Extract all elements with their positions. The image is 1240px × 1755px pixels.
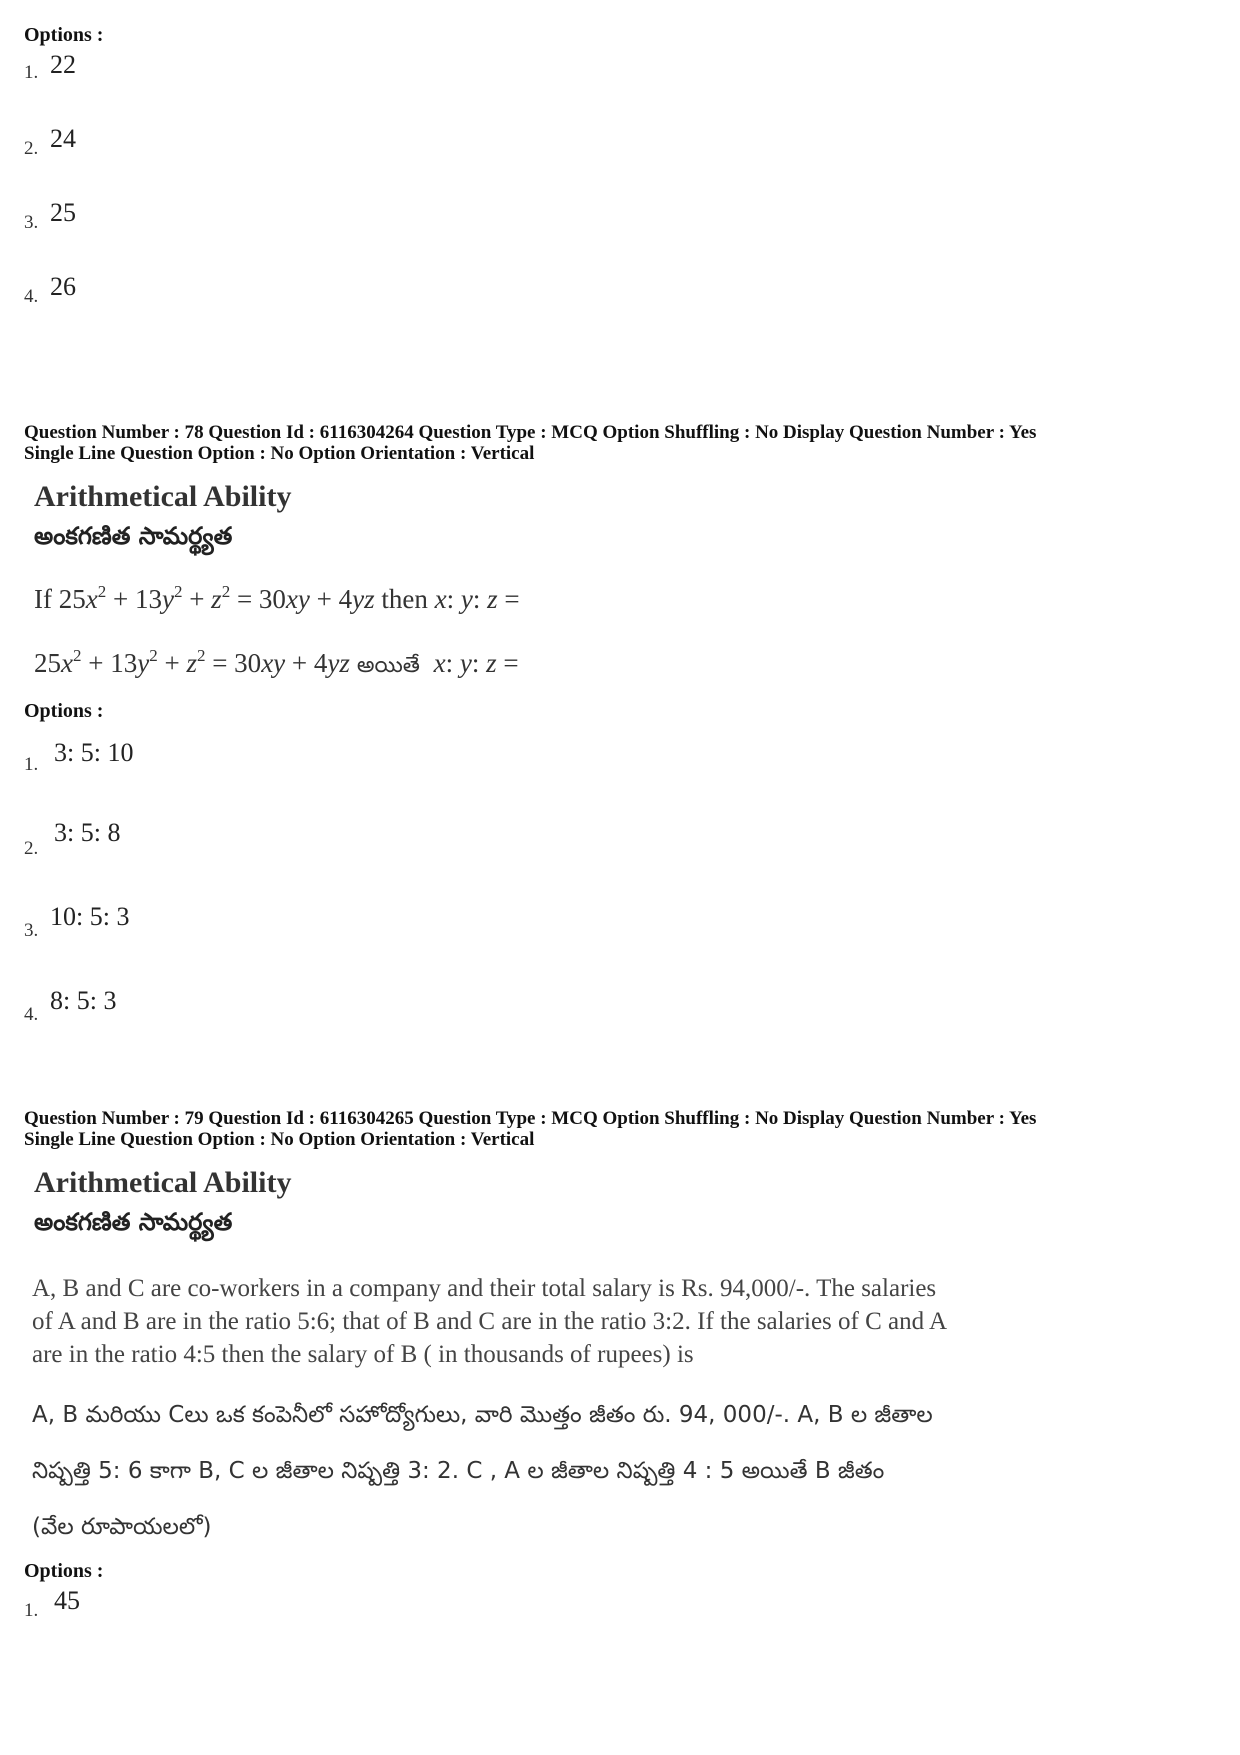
option-number: 4. [24, 1004, 39, 1025]
question-meta-line: Single Line Question Option : No Option Orientation : Vertical [24, 1129, 535, 1150]
options-label: Options : [24, 700, 104, 722]
question-equation-te: $25x^2 + 13y^2 + z^2 = 30xy + 4yz$ అయితే x: y: z = [34, 646, 519, 678]
option-value[interactable]: 8: 5: 3 [50, 986, 117, 1015]
question-text-en-line: A, B and C are co-workers in a company and their total salary is Rs. 94,000/-. The salaries [32, 1275, 937, 1302]
option-value[interactable]: 3: 5: 8 [54, 818, 121, 847]
option-value[interactable]: 25 [50, 198, 76, 227]
equation-ayite-text: అయితే [349, 653, 427, 678]
option-number: 3. [24, 920, 39, 941]
option-value[interactable]: 26 [50, 272, 76, 301]
subject-heading: Arithmetical Ability [34, 480, 292, 513]
subject-heading-telugu: అంకగణిత సామర్థ్యత [34, 522, 233, 550]
option-value[interactable]: 10: 5: 3 [50, 902, 130, 931]
option-value[interactable]: 3: 5: 10 [54, 738, 134, 767]
question-text-te-line: నిష్పత్తి 5: 6 కాగా B, C ల జీతాల నిష్పత్తి 3: 2. C , A ల జీతాల నిష్పత్తి 4 : 5 అయితే B జీతం [32, 1458, 885, 1484]
question-text-te-line: A, B మరియు Cలు ఒక కంపెనీలో సహోద్యోగులు, వారి మొత్తం జీతం రు. 94, 000/-. A, B ల జీతాల [32, 1402, 933, 1428]
option-number: 2. [24, 838, 39, 859]
option-number: 4. [24, 286, 39, 307]
question-meta-line: Single Line Question Option : No Option Orientation : Vertical [24, 443, 535, 464]
subject-heading: Arithmetical Ability [34, 1166, 292, 1199]
question-meta-line: Question Number : 79 Question Id : 6116304265 Question Type : MCQ Option Shuffling : No Display Question Number : Yes [24, 1108, 1037, 1129]
option-value[interactable]: 22 [50, 50, 76, 79]
option-value[interactable]: 45 [54, 1586, 80, 1615]
subject-heading-telugu: అంకగణిత సామర్థ్యత [34, 1208, 233, 1236]
option-number: 1. [24, 754, 39, 775]
question-meta-line: Question Number : 78 Question Id : 6116304264 Question Type : MCQ Option Shuffling : No Display Question Number : Yes [24, 422, 1037, 443]
option-value[interactable]: 24 [50, 124, 76, 153]
option-number: 1. [24, 62, 39, 83]
options-label: Options : [24, 1560, 104, 1582]
equation-then-text: then [374, 584, 435, 614]
question-text-te-line: (వేల రూపాయలలో) [32, 1514, 212, 1540]
question-text-en-line: are in the ratio 4:5 then the salary of B ( in thousands of rupees) is [32, 1341, 694, 1368]
options-label: Options : [24, 24, 104, 46]
equation-lead-text: If [34, 584, 59, 614]
question-equation-en: If $25x^2 + 13y^2 + z^2 = 30xy + 4yz$ then x: y: z = [34, 582, 520, 614]
option-number: 1. [24, 1600, 39, 1621]
option-number: 3. [24, 212, 39, 233]
question-text-en-line: of A and B are in the ratio 5:6; that of B and C are in the ratio 3:2. If the salaries of C and A [32, 1308, 948, 1335]
option-number: 2. [24, 138, 39, 159]
